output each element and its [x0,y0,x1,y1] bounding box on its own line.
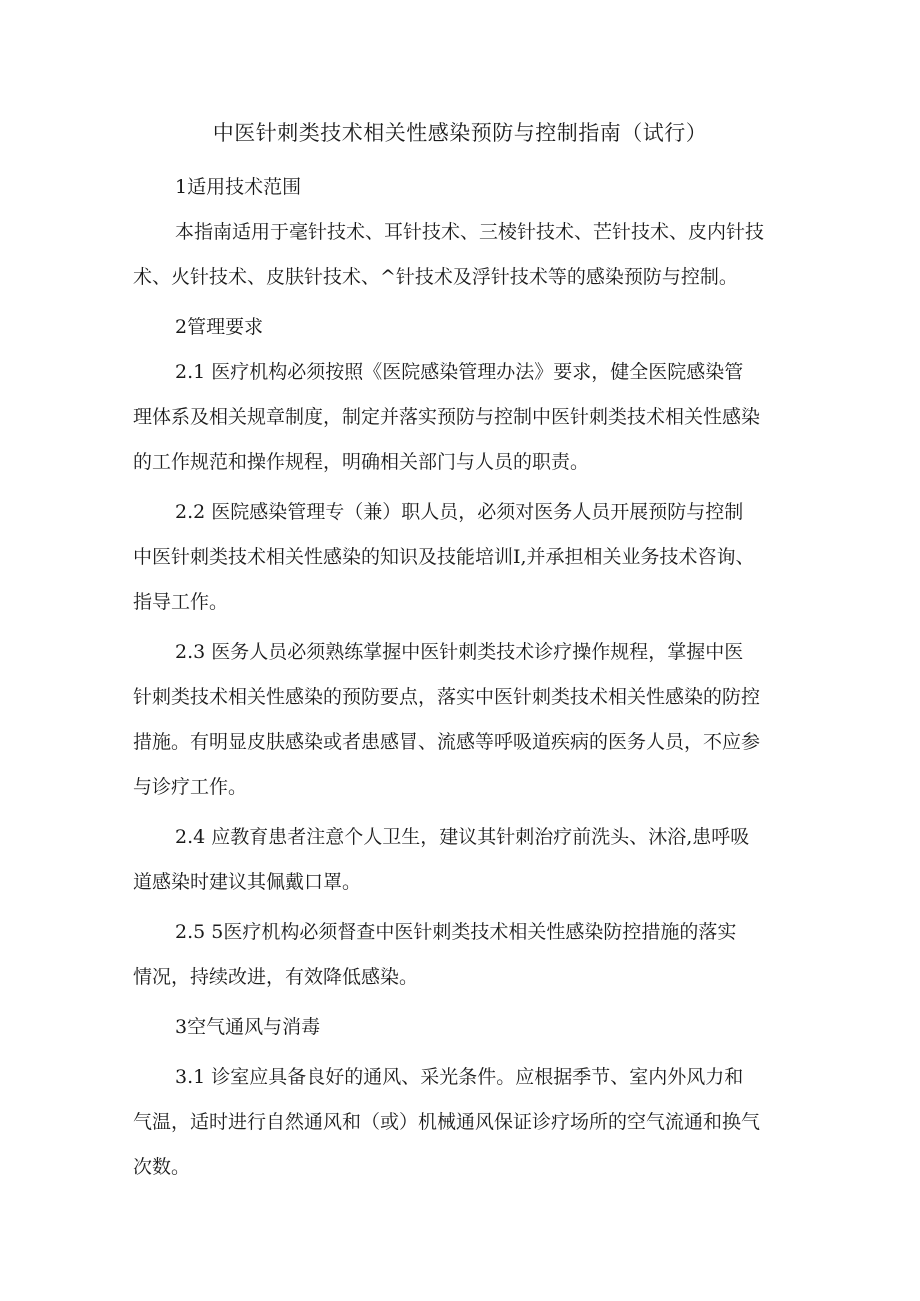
paragraph-line: 与诊疗工作。 [133,776,248,798]
section-heading-2: 2管理要求 [175,316,264,338]
paragraph-line: 中医针刺类技术相关性感染的知识及技能培训I,并承担相关业务技术咨询、 [133,546,755,568]
paragraph-line: 指导工作。 [133,591,229,613]
paragraph-line: 针刺类技术相关性感染的预防要点，落实中医针刺类技术相关性感染的防控 [133,686,761,708]
paragraph-line: 道感染时建议其佩戴口罩。 [133,871,362,893]
paragraph-line: 2.3 医务人员必须熟练掌握中医针刺类技术诊疗操作规程，掌握中医 [175,641,744,663]
paragraph-line: 情况，持续改进，有效降低感染。 [133,966,419,988]
paragraph-line: 2.5 5医疗机构必须督查中医针刺类技术相关性感染防控措施的落实 [175,921,737,943]
paragraph-line: 理体系及相关规章制度，制定并落实预防与控制中医针刺类技术相关性感染 [133,406,761,428]
paragraph-line: 3.1 诊室应具备良好的通风、采光条件。应根据季节、室内外风力和 [175,1066,744,1088]
paragraph-line: 2.1 医疗机构必须按照《医院感染管理办法》要求，健全医院感染管 [175,361,744,383]
paragraph-line: 的工作规范和操作规程，明确相关部门与人员的职责。 [133,451,590,473]
document-title: 中医针刺类技术相关性感染预防与控制指南（试行） [212,121,708,145]
section-heading-1: 1适用技术范围 [175,176,302,198]
paragraph-line: 2.2 医院感染管理专（兼）职人员，必须对医务人员开展预防与控制 [175,501,744,523]
paragraph-line: 次数。 [133,1156,191,1178]
paragraph-line: 2.4 应教育患者注意个人卫生，建议其针刺治疗前洗头、沐浴,患呼吸 [175,826,750,848]
paragraph-line: 术、火针技术、皮肤针技术、^针技术及浮针技术等的感染预防与控制。 [133,266,738,288]
paragraph-line: 气温，适时进行自然通风和（或）机械通风保证诊疗场所的空气流通和换气 [133,1111,761,1133]
paragraph-line: 措施。有明显皮肤感染或者患感冒、流感等呼吸道疾病的医务人员，不应参 [133,731,761,753]
paragraph-line: 本指南适用于毫针技术、耳针技术、三棱针技术、芒针技术、皮内针技 [175,221,765,243]
section-heading-3: 3空气通风与消毒 [175,1016,321,1038]
